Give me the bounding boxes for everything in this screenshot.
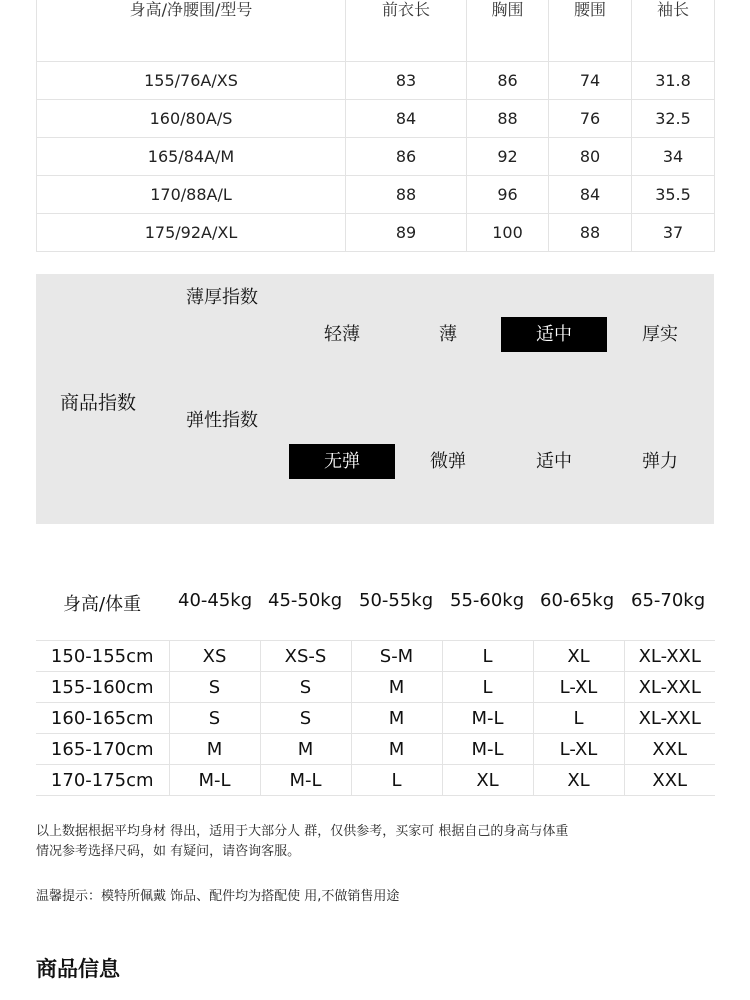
weight-range-header: 50-55kg	[359, 590, 434, 611]
size-recommendation-cell: XS	[169, 641, 260, 672]
size-cell: 86	[346, 138, 467, 176]
size-cell: 34	[632, 138, 715, 176]
size-cell: 155/76A/XS	[37, 62, 346, 100]
size-recommendation-cell: XL-XXL	[624, 703, 715, 734]
thickness-option: 厚实	[642, 324, 678, 345]
height-weight-row	[36, 672, 715, 703]
thickness-index-label: 薄厚指数	[186, 287, 258, 308]
size-recommendation-cell: M-L	[442, 703, 533, 734]
weight-range-header: 40-45kg	[178, 590, 253, 611]
size-recommendation-cell: L	[533, 703, 624, 734]
size-table-row	[37, 62, 715, 100]
size-col-header: 前衣长	[346, 0, 467, 62]
size-cell: 92	[467, 138, 549, 176]
size-cell: 88	[346, 176, 467, 214]
product-index-panel	[36, 274, 714, 524]
height-weight-header	[36, 590, 714, 616]
size-recommendation-cell: S	[169, 703, 260, 734]
size-recommendation-cell: S	[260, 672, 351, 703]
size-table-row	[37, 176, 715, 214]
height-weight-corner-label: 身高/体重	[63, 594, 142, 615]
size-col-header: 身高/净腰围/型号	[37, 0, 346, 62]
size-disclaimer-line: 情况参考选择尺码，如 有疑问，请咨询客服。	[36, 844, 301, 859]
size-cell: 80	[549, 138, 632, 176]
size-recommendation-cell: L	[442, 672, 533, 703]
size-recommendation-cell: M	[169, 734, 260, 765]
weight-range-header: 55-60kg	[450, 590, 525, 611]
thickness-option: 轻薄	[324, 324, 360, 345]
size-recommendation-cell: M	[260, 734, 351, 765]
size-recommendation-cell: L-XL	[533, 672, 624, 703]
height-range-cell: 150-155cm	[36, 641, 169, 672]
size-recommendation-cell: M-L	[260, 765, 351, 796]
size-recommendation-cell: S	[260, 703, 351, 734]
height-range-cell: 155-160cm	[36, 672, 169, 703]
size-cell: 88	[549, 214, 632, 252]
size-recommendation-cell: XXL	[624, 734, 715, 765]
size-recommendation-cell: M	[351, 672, 442, 703]
height-weight-row	[36, 641, 715, 672]
size-recommendation-cell: XXL	[624, 765, 715, 796]
size-cell: 89	[346, 214, 467, 252]
weight-range-header: 60-65kg	[540, 590, 615, 611]
size-cell: 31.8	[632, 62, 715, 100]
thickness-option: 适中	[501, 317, 607, 352]
size-cell: 32.5	[632, 100, 715, 138]
size-cell: 35.5	[632, 176, 715, 214]
size-cell: 165/84A/M	[37, 138, 346, 176]
size-cell: 170/88A/L	[37, 176, 346, 214]
size-table-row	[37, 100, 715, 138]
size-recommendation-cell: M	[351, 734, 442, 765]
elasticity-option: 适中	[536, 451, 572, 472]
size-recommendation-cell: L	[442, 641, 533, 672]
elasticity-option: 无弹	[289, 444, 395, 479]
size-cell: 83	[346, 62, 467, 100]
elasticity-option: 微弹	[430, 451, 466, 472]
size-recommendation-cell: XS-S	[260, 641, 351, 672]
size-cell: 160/80A/S	[37, 100, 346, 138]
size-recommendation-cell: XL	[533, 765, 624, 796]
size-table	[36, 0, 715, 252]
size-cell: 37	[632, 214, 715, 252]
size-table-row	[37, 214, 715, 252]
size-recommendation-cell: M	[351, 703, 442, 734]
size-recommendation-cell: M-L	[442, 734, 533, 765]
size-cell: 76	[549, 100, 632, 138]
size-cell: 84	[346, 100, 467, 138]
size-recommendation-cell: XL-XXL	[624, 672, 715, 703]
size-col-header: 腰围	[549, 0, 632, 62]
size-table-header-row	[37, 0, 715, 62]
size-col-header: 胸围	[467, 0, 549, 62]
size-cell: 96	[467, 176, 549, 214]
warm-tip: 温馨提示：模特所佩戴 饰品、配件均为搭配使 用,不做销售用途	[36, 889, 400, 904]
product-index-title: 商品指数	[60, 392, 137, 414]
size-recommendation-cell: XL	[533, 641, 624, 672]
size-cell: 84	[549, 176, 632, 214]
height-range-cell: 160-165cm	[36, 703, 169, 734]
thickness-option: 薄	[439, 324, 457, 345]
size-recommendation-cell: XL	[442, 765, 533, 796]
size-recommendation-cell: L-XL	[533, 734, 624, 765]
size-col-header: 袖长	[632, 0, 715, 62]
size-disclaimer-line: 以上数据根据平均身材 得出，适用于大部分人 群，仅供参考，买家可 根据自己的身高与体重	[36, 824, 569, 839]
height-weight-table	[36, 640, 715, 796]
size-recommendation-cell: M-L	[169, 765, 260, 796]
weight-range-header: 65-70kg	[631, 590, 706, 611]
size-table-row	[37, 138, 715, 176]
size-cell: 100	[467, 214, 549, 252]
size-cell: 86	[467, 62, 549, 100]
size-recommendation-cell: L	[351, 765, 442, 796]
height-range-cell: 165-170cm	[36, 734, 169, 765]
height-range-cell: 170-175cm	[36, 765, 169, 796]
elasticity-option: 弹力	[642, 451, 678, 472]
size-recommendation-cell: S-M	[351, 641, 442, 672]
height-weight-row	[36, 765, 715, 796]
size-disclaimer	[36, 822, 636, 862]
height-weight-row	[36, 734, 715, 765]
elasticity-index-label: 弹性指数	[186, 410, 258, 431]
weight-range-header: 45-50kg	[268, 590, 343, 611]
size-recommendation-cell: S	[169, 672, 260, 703]
section-title-product-info: 商品信息	[36, 957, 120, 981]
height-weight-row	[36, 703, 715, 734]
size-cell: 88	[467, 100, 549, 138]
size-cell: 175/92A/XL	[37, 214, 346, 252]
size-cell: 74	[549, 62, 632, 100]
size-recommendation-cell: XL-XXL	[624, 641, 715, 672]
